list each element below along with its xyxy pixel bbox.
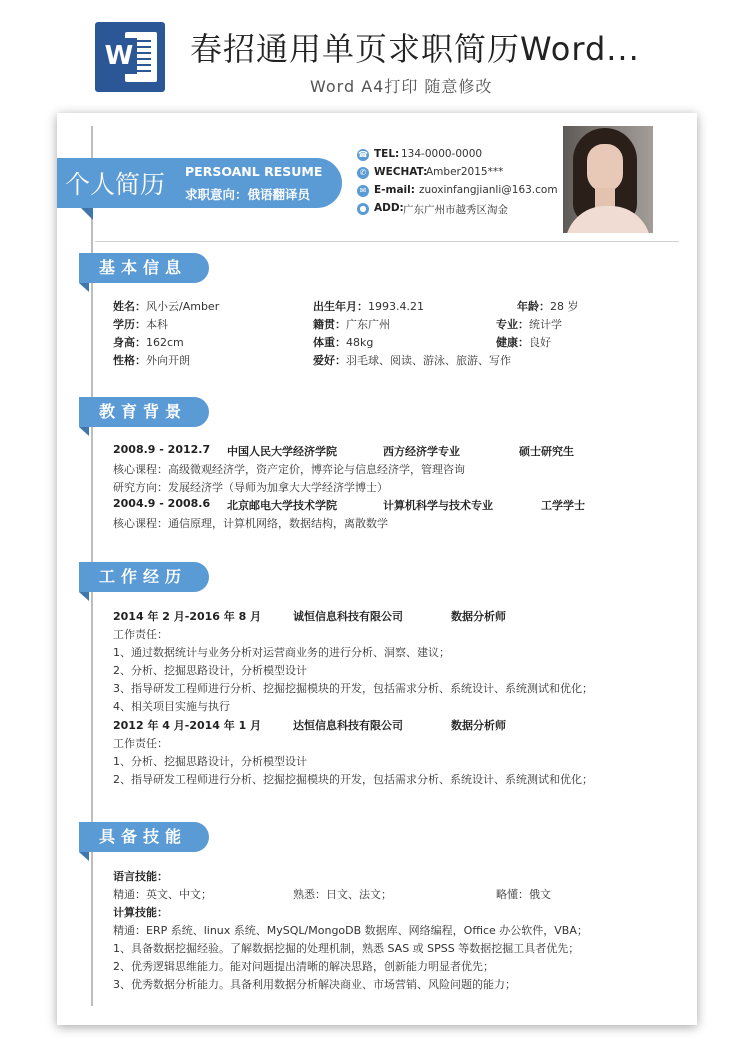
edu-period: 2008.9 - 2012.7 [113,443,211,456]
section-education-title: 教育背景 [79,397,209,427]
work-period: 2014 年 2 月-2016 年 8 月 [113,610,262,623]
edu-degree: 硕士研究生 [519,445,574,458]
edu-school: 中国人民大学经济学院 [227,445,337,458]
basic-field: 性格：外向开朗 [113,354,190,367]
section-skills-title: 具备技能 [79,822,209,852]
document-banner [0,0,750,110]
skills-computer-line: 2、优秀逻辑思维能力。能对问题提出清晰的解决思路，创新能力明显者优先； [113,960,494,973]
phone-icon: ☎ [358,150,368,159]
contact-value: Amber2015*** [426,166,504,178]
basic-field: 姓名：风小云/Amber [113,300,220,313]
work-detail: 4、相关项目实施与执行 [113,700,230,713]
basic-field: 籍贯：广东广州 [313,318,390,331]
location-icon: ● [357,203,369,215]
contact-value: 广东广州市越秀区淘金 [403,204,508,216]
basic-field: 体重：48kg [313,336,374,349]
skills-computer-heading: 计算技能： [113,906,168,919]
basic-field: 学历：本科 [113,318,168,331]
skills-computer-line: 1、具备数据挖掘经验。了解数据挖掘的处理机制，熟悉 SAS 或 SPSS 等数据挖掘工具者优先； [113,942,580,955]
section-tab-fold [79,852,89,861]
work-detail: 1、分析、挖掘思路设计，分析模型设计 [113,755,307,768]
word-icon-letter: W [101,38,137,74]
job-intent: 求职意向：俄语翻译员 [185,187,311,202]
resume-title-en: PERSOANL RESUME [185,164,323,179]
skills-computer-line: 3、优秀数据分析能力。具备利用数据分析解决商业、市场营销、风险问题的能力； [113,978,516,991]
contact-value: zuoxinfangjianli@163.com [419,184,558,196]
contact-label: TEL: [374,148,400,160]
skills-computer-line: 精通：ERP 系统、linux 系统、MySQL/MongoDB 数据库、网络编程，Office 办公软件，VBA； [113,924,588,937]
work-role: 数据分析师 [451,610,506,623]
mail-icon: ✉ [357,185,369,197]
skills-language-item: 略懂：俄文 [496,888,551,901]
basic-field: 年龄：28 岁 [517,300,579,313]
section-tab-fold [79,283,89,292]
edu-degree: 工学学士 [541,499,585,512]
resume-header-tab [57,158,342,208]
header-tab-fold [81,208,93,220]
resume-title: 个人简历 [65,170,166,199]
work-detail: 2、分析、挖掘思路设计，分析模型设计 [113,664,307,677]
contact-value: 134-0000-0000 [401,148,483,160]
resume-page [57,113,697,1025]
header-divider [95,241,679,242]
work-period: 2012 年 4 月-2014 年 1 月 [113,719,262,732]
basic-field: 出生年月：1993.4.21 [313,300,424,313]
document-subtitle: Word A4打印 随意修改 [310,77,493,96]
section-tab-fold [79,427,89,436]
skills-language-heading: 语言技能： [113,870,168,883]
edu-period: 2004.9 - 2008.6 [113,497,211,510]
profile-photo [563,126,653,233]
basic-field: 专业：统计学 [496,318,562,331]
basic-field: 身高：162cm [113,336,184,349]
basic-field: 爱好：羽毛球、阅读、游泳、旅游、写作 [313,354,511,367]
edu-major: 计算机科学与技术专业 [383,499,493,512]
work-detail: 工作责任： [113,737,168,750]
work-detail: 2、指导研发工程师进行分析、挖掘挖掘模块的开发，包括需求分析、系统设计、系统测试和优化； [113,773,593,786]
work-detail: 工作责任： [113,628,168,641]
edu-detail: 核心课程：通信原理，计算机网络，数据结构，离散数学 [113,517,388,530]
edu-school: 北京邮电大学技术学院 [227,499,337,512]
skills-language-item: 精通：英文、中文； [113,888,212,901]
edu-detail: 研究方向：发展经济学（导师为加拿大大学经济学博士） [113,481,388,494]
basic-field: 健康：良好 [496,336,551,349]
contact-label: WECHAT: [374,166,428,178]
section-work-title: 工作经历 [79,562,209,592]
work-role: 数据分析师 [451,719,506,732]
work-detail: 3、指导研发工程师进行分析、挖掘挖掘模块的开发，包括需求分析、系统设计、系统测试和优化； [113,682,593,695]
word-icon [95,22,165,92]
section-basic-title: 基本信息 [79,253,209,283]
wechat-icon: ✆ [357,167,369,179]
work-detail: 1、通过数据统计与业务分析对运营商业务的进行分析、洞察、建议； [113,646,450,659]
skills-language-item: 熟悉：日文、法文； [293,888,392,901]
work-company: 诚恒信息科技有限公司 [293,610,403,623]
contact-label: ADD: [374,202,404,214]
work-company: 达恒信息科技有限公司 [293,719,403,732]
edu-detail: 核心课程：高级微观经济学，资产定价，博弈论与信息经济学，管理咨询 [113,463,465,476]
document-title: 春招通用单页求职简历Word... [190,30,640,68]
section-tab-fold [79,592,89,601]
contact-label: E-mail: [374,184,415,196]
edu-major: 西方经济学专业 [383,445,460,458]
